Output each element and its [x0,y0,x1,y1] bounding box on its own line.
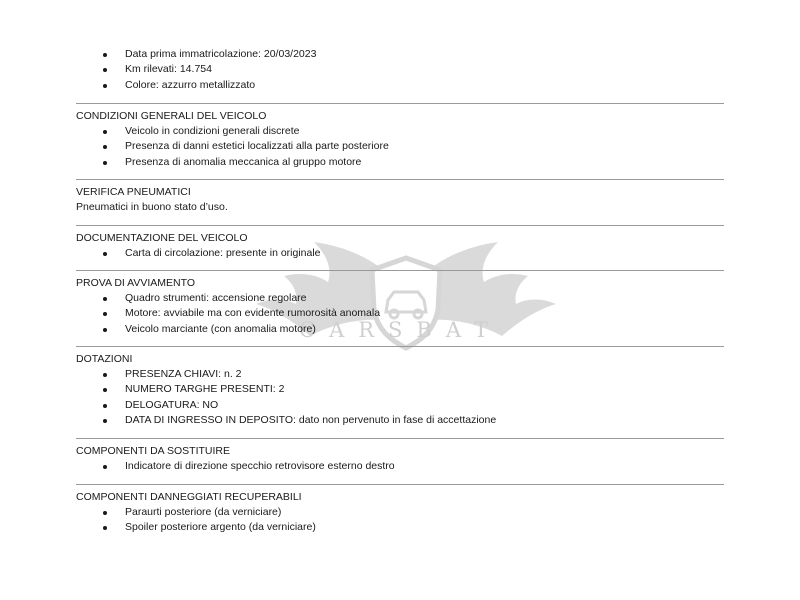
list-item: Presenza di anomalia meccanica al gruppo motore [76,155,724,170]
tires-section [76,185,724,215]
list-item: Motore: avviabile ma con evidente rumorosità anomala [76,306,724,321]
section-divider [76,346,724,347]
list-item: Paraurti posteriore (da verniciare) [76,505,724,520]
documentation-list [76,246,724,261]
list-item: Km rilevati: 14.754 [76,62,724,77]
list-item: NUMERO TARGHE PRESENTI: 2 [76,382,724,397]
general-conditions-list [76,124,724,170]
section-title: COMPONENTI DA SOSTITUIRE [76,445,231,457]
list-item: Carta di circolazione: presente in originale [76,246,724,261]
equipment-list [76,367,724,429]
list-item: Data prima immatricolazione: 20/03/2023 [76,47,724,62]
section-divider [76,103,724,104]
section-divider [76,225,724,226]
list-item: DATA DI INGRESSO IN DEPOSITO: dato non pervenuto in fase di accettazione [76,413,724,428]
list-item: Presenza di danni estetici localizzati alla parte posteriore [76,139,724,154]
section-title: VERIFICA PNEUMATICI [76,186,191,198]
section-divider [76,438,724,439]
vehicle-info-section [76,47,724,93]
recoverable-parts-list [76,505,724,536]
section-title: DOCUMENTAZIONE DEL VEICOLO [76,232,248,244]
list-item: Colore: azzurro metallizzato [76,78,724,93]
parts-to-replace-list [76,459,724,474]
list-item: DELOGATURA: NO [76,398,724,413]
section-title: CONDIZIONI GENERALI DEL VEICOLO [76,110,267,122]
section-title: DOTAZIONI [76,353,133,365]
list-item: Quadro strumenti: accensione regolare [76,291,724,306]
documentation-section [76,231,724,261]
general-conditions-section [76,109,724,170]
tires-text: Pneumatici in buono stato d’uso. [76,201,228,213]
list-item: Veicolo in condizioni generali discrete [76,124,724,139]
list-item: Indicatore di direzione specchio retrovisore esterno destro [76,459,724,474]
section-divider [76,179,724,180]
list-item: PRESENZA CHIAVI: n. 2 [76,367,724,382]
equipment-section [76,352,724,429]
startup-test-list [76,291,724,337]
section-divider [76,270,724,271]
list-item: Veicolo marciante (con anomalia motore) [76,322,724,337]
section-title: PROVA DI AVVIAMENTO [76,277,196,289]
vehicle-info-list [76,47,724,93]
section-divider [76,484,724,485]
recoverable-parts-section [76,490,724,536]
startup-test-section [76,276,724,337]
section-title: COMPONENTI DANNEGGIATI RECUPERABILI [76,491,302,503]
parts-to-replace-section [76,444,724,474]
list-item: Spoiler posteriore argento (da verniciare) [76,520,724,535]
watermark-text: CARSBAT [299,318,502,342]
